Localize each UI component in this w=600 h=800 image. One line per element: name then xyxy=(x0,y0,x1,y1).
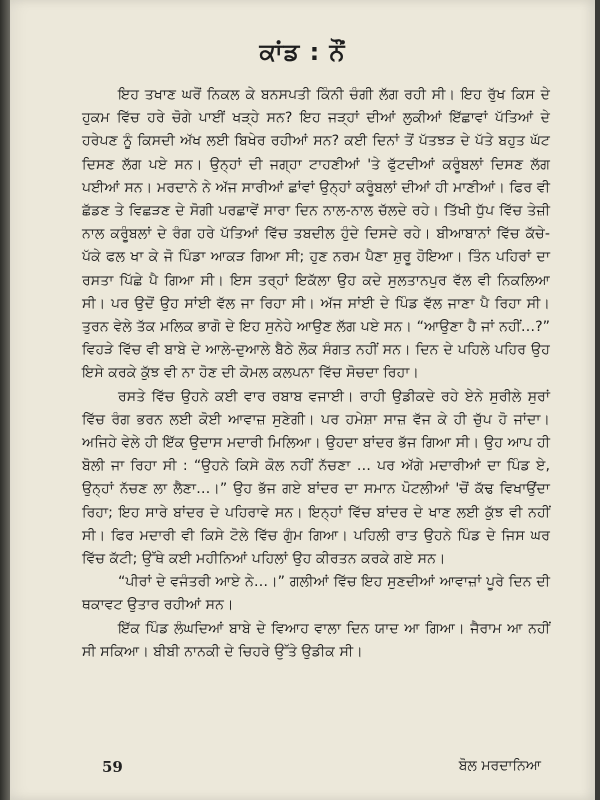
page-number: 59 xyxy=(102,758,123,776)
paragraph: ਇੱਕ ਪਿੰਡ ਲੰਘਦਿਆਂ ਬਾਬੇ ਦੇ ਵਿਆਹ ਵਾਲਾ ਦਿਨ ਯਾਦ ਆ ਗਿਆ। ਜੈਰਾਮ ਆ ਨਹੀਂ ਸੀ ਸਕਿਆ। ਬੀਬੀ ਨਾਨਕੀ ਦੇ ਚਿਹਰੇ ਉੱਤੇ ਉਡੀਕ ਸੀ। xyxy=(82,620,550,660)
chapter-title: ਕਾਂਡ : ਨੌਂ xyxy=(259,38,346,66)
book-spine xyxy=(0,0,10,800)
paragraph: ਰਸਤੇ ਵਿੱਚ ਉਹਨੇ ਕਈ ਵਾਰ ਰਬਾਬ ਵਜਾਈ। ਰਾਹੀ ਉਡੀਕਦੇ ਰਹੇ ਏਨੇ ਸੁਰੀਲੇ ਸੁਰਾਂ ਵਿੱਚ ਰੰਗ ਭਰਨ ਲਈ ਕੋਈ ਆਵਾਜ਼ ਸੁਣੇਗੀ। ਪਰ ਹਮੇਸ਼ਾ ਸਾਜ਼ ਵੱਜ ਕੇ ਹੀ ਚੁੱਪ ਹੋ ਜਾਂਦਾ। ਅਜਿਹੇ ਵੇਲੇ ਹੀ ਇੱਕ ਉਦਾਸ ਮਦਾਰੀ ਮਿਲਿਆ। ਉਹਦਾ ਬਾਂਦਰ ਭੱਜ ਗਿਆ ਸੀ। ਉਹ ਆਪ ਹੀ ਬੋਲੀ ਜਾ ਰਿਹਾ ਸੀ : “ਉਹਨੇ ਕਿਸੇ ਕੋਲ ਨਹੀਂ ਨੱਚਣਾ … ਪਰ ਅੱਗੇ ਮਦਾਰੀਆਂ ਦਾ ਪਿੰਡ ਏ, ਉਨ੍ਹਾਂ ਨੱਚਣ ਲਾ ਲੈਣਾ…।” ਉਹ ਭੱਜ ਗਏ ਬਾਂਦਰ ਦਾ ਸਮਾਨ ਪੋਟਲੀਆਂ 'ਚੋਂ ਕੱਢ ਵਿਖਾਉਂਦਾ ਰਿਹਾ; ਇਹ ਸਾਰੇ ਬਾਂਦਰ ਦੇ ਪਹਿਰਾਵੇ ਸਨ। ਇਨ੍ਹਾਂ ਵਿੱਚ ਬਾਂਦਰ ਦੇ ਖਾਣ ਲਈ ਕੁੱਝ ਵੀ ਨਹੀਂ ਸੀ। ਫਿਰ ਮਦਾਰੀ ਵੀ ਕਿਸੇ ਟੋਲੇ ਵਿੱਚ ਗੁੰਮ ਗਿਆ। ਪਹਿਲੀ ਰਾਤ ਉਹਨੇ ਪਿੰਡ ਦੇ ਜਿਸ ਘਰ ਵਿੱਚ ਕੱਟੀ; ਉੱਥੇ ਕਈ ਮਹੀਨਿਆਂ ਪਹਿਲਾਂ ਉਹ ਕੀਰਤਨ ਕਰਕੇ ਗਏ ਸਨ। xyxy=(82,388,550,568)
paragraph: ਇਹ ਤਖਾਣ ਘਰੋਂ ਨਿਕਲ ਕੇ ਬਨਸਪਤੀ ਕਿੰਨੀ ਚੰਗੀ ਲੱਗ ਰਹੀ ਸੀ। ਇਹ ਰੁੱਖ ਕਿਸ ਦੇ ਹੁਕਮ ਵਿੱਚ ਹਰੇ ਚੋਗੇ ਪਾਈਂ ਖੜ੍ਹੇ ਸਨ? ਇਹ ਜੜ੍ਹਾਂ ਦੀਆਂ ਲੁਕੀਆਂ ਇੱਛਾਵਾਂ ਪੱਤਿਆਂ ਦੇ ਹਰੇਪਣ ਨੂੰ ਕਿਸਦੀ ਅੱਖ ਲਈ ਬਿਖੇਰ ਰਹੀਆਂ ਸਨ? ਕਈ ਦਿਨਾਂ ਤੋਂ ਪੱਤਝੜ ਦੇ ਪੱਤੇ ਬਹੁਤ ਘੱਟ ਦਿਸਣ ਲੱਗ ਪਏ ਸਨ। ਉਨ੍ਹਾਂ ਦੀ ਜਗ੍ਹਾ ਟਾਹਣੀਆਂ 'ਤੇ ਫੁੱਟਦੀਆਂ ਕਰੂੰਬਲਾਂ ਦਿਸਣ ਲੱਗ ਪਈਆਂ ਸਨ। ਮਰਦਾਨੇ ਨੇ ਅੱਜ ਸਾਰੀਆਂ ਛਾਂਵਾਂ ਉਨ੍ਹਾਂ ਕਰੂੰਬਲਾਂ ਦੀਆਂ ਹੀ ਮਾਣੀਆਂ। ਫਿਰ ਵੀ ਛੱਡਣ ਤੇ ਵਿਛੜਣ ਦੇ ਸੋਗੀ ਪਰਛਾਵੇਂ ਸਾਰਾ ਦਿਨ ਨਾਲ-ਨਾਲ ਚੱਲਦੇ ਰਹੇ। ਤਿੱਖੀ ਧੁੱਪ ਵਿੱਚ ਤੇਜ਼ੀ ਨਾਲ ਕਰੂੰਬਲਾਂ ਦੇ ਰੰਗ ਹਰੇ ਪੱਤਿਆਂ ਵਿੱਚ ਤਬਦੀਲ ਹੁੰਦੇ ਦਿਸਦੇ ਰਹੇ। ਬੀਆਬਾਨਾਂ ਵਿੱਚ ਕੱਚੇ-ਪੱਕੇ ਫਲ ਖਾ ਕੇ ਜੋ ਪਿੰਡਾ ਆਕੜ ਗਿਆ ਸੀ; ਹੁਣ ਨਰਮ ਪੈਣਾ ਸ਼ੁਰੂ ਹੋਇਆ। ਤਿੰਨ ਪਹਿਰਾਂ ਦਾ ਰਸਤਾ ਪਿੱਛੇ ਪੈ ਗਿਆ ਸੀ। ਇਸ ਤਰ੍ਹਾਂ ਇਕੱਲਾ ਉਹ ਕਦੇ ਸੁਲਤਾਨਪੁਰ ਵੱਲ ਵੀ ਨਿਕਲਿਆ ਸੀ। ਪਰ ਉਦੋਂ ਉਹ ਸਾਂਈ ਵੱਲ ਜਾ ਰਿਹਾ ਸੀ। ਅੱਜ ਸਾਂਈ ਦੇ ਪਿੰਡ ਵੱਲ ਜਾਣਾ ਪੈ ਰਿਹਾ ਸੀ। ਤੁਰਨ ਵੇਲੇ ਤੱਕ ਮਲਿਕ ਭਾਗੋ ਦੇ ਇਹ ਸੁਨੇਹੇ ਆਉਣ ਲੱਗ ਪਏ ਸਨ। “ਆਉਣਾ ਹੈ ਜਾਂ ਨਹੀਂ…?” ਵਿਹੜੇ ਵਿੱਚ ਵੀ ਬਾਬੇ ਦੇ ਆਲੇ-ਦੁਆਲੇ ਬੈਠੇ ਲੋਕ ਸੰਗਤ ਨਹੀਂ ਸਨ। ਦਿਨ ਦੇ ਪਹਿਲੇ ਪਹਿਰ ਉਹ ਇਸੇ ਕਰਕੇ ਕੁੱਝ ਵੀ ਨਾ ਹੋਣ ਦੀ ਕੋਮਲ ਕਲਪਨਾ ਵਿੱਚ ਸੋਚਦਾ ਰਿਹਾ। xyxy=(82,87,550,382)
chapter-body xyxy=(82,84,550,664)
page-footer xyxy=(102,758,541,776)
book-title: ਬੋਲ ਮਰਦਾਨਿਆ xyxy=(458,758,541,774)
book-page xyxy=(10,0,595,800)
paragraph: “ਪੀਰਾਂ ਦੇ ਵਜੰਤਰੀ ਆਏ ਨੇ…।” ਗਲੀਆਂ ਵਿੱਚ ਇਹ ਸੁਣਦੀਆਂ ਆਵਾਜ਼ਾਂ ਪੂਰੇ ਦਿਨ ਦੀ ਥਕਾਵਟ ਉਤਾਰ ਰਹੀਆਂ ਸਨ। xyxy=(82,574,550,614)
